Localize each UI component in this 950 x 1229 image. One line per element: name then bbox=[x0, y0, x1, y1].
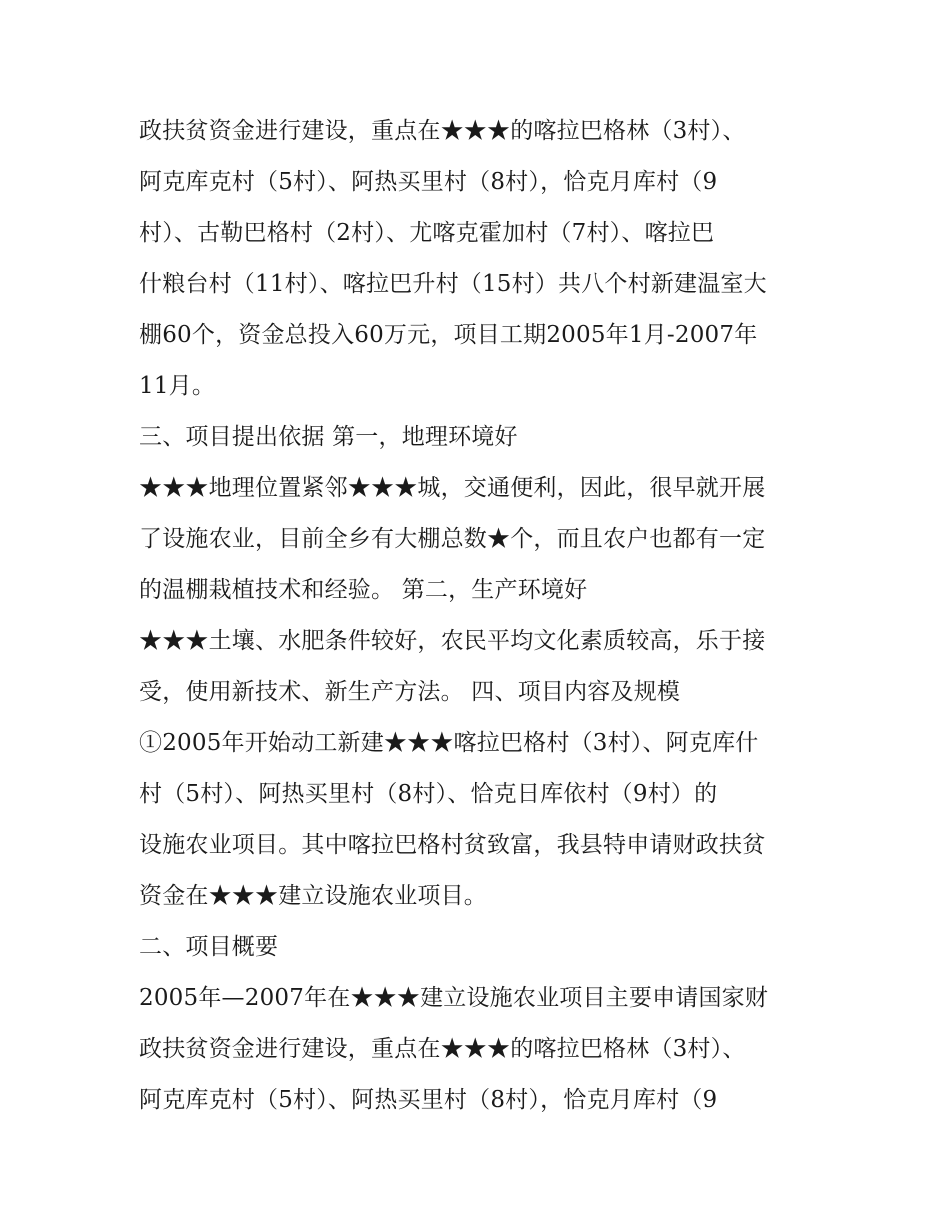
text-line: 什粮台村（11村）、喀拉巴升村（15村）共八个村新建温室大 bbox=[139, 271, 767, 297]
text-line: 了设施农业，目前全乡有大棚总数★个，而且农户也都有一定 bbox=[139, 526, 766, 552]
text-line: 棚60个，资金总投入60万元，项目工期2005年1月-2007年 bbox=[139, 322, 758, 348]
text-line: 11月。 bbox=[139, 373, 216, 399]
text-line: 设施农业项目。其中喀拉巴格村贫致富，我县特申请财政扶贫 bbox=[139, 832, 766, 858]
text-line: ★★★土壤、水肥条件较好，农民平均文化素质较高，乐于接 bbox=[139, 628, 766, 654]
text-line: 受，使用新技术、新生产方法。 四、项目内容及规模 bbox=[139, 679, 681, 705]
text-line: 村（5村）、阿热买里村（8村）、恰克日库依村（9村）的 bbox=[139, 781, 718, 807]
text-line: 阿克库克村（5村）、阿热买里村（8村），恰克月库村（9 bbox=[139, 1087, 718, 1113]
text-line: 政扶贫资金进行建设，重点在★★★的喀拉巴格林（3村）、 bbox=[139, 118, 746, 144]
text-line: 2005年—2007年在★★★建立设施农业项目主要申请国家财 bbox=[139, 985, 769, 1011]
text-line: 的温棚栽植技术和经验。 第二，生产环境好 bbox=[139, 577, 588, 603]
document-body bbox=[139, 106, 819, 1126]
section-heading-overview: 二、项目概要 bbox=[139, 934, 279, 960]
text-line: 村）、古勒巴格村（2村）、尤喀克霍加村（7村）、喀拉巴 bbox=[139, 220, 715, 246]
text-line: 资金在★★★建立设施农业项目。 bbox=[139, 883, 487, 909]
text-line: ★★★地理位置紧邻★★★城，交通便利，因此，很早就开展 bbox=[139, 475, 766, 501]
text-line: ①2005年开始动工新建★★★喀拉巴格村（3村）、阿克库什 bbox=[139, 730, 759, 756]
text-line: 阿克库克村（5村）、阿热买里村（8村），恰克月库村（9 bbox=[139, 169, 718, 195]
section-heading-basis: 三、项目提出依据 第一，地理环境好 bbox=[139, 424, 518, 450]
text-line: 政扶贫资金进行建设，重点在★★★的喀拉巴格林（3村）、 bbox=[139, 1036, 746, 1062]
